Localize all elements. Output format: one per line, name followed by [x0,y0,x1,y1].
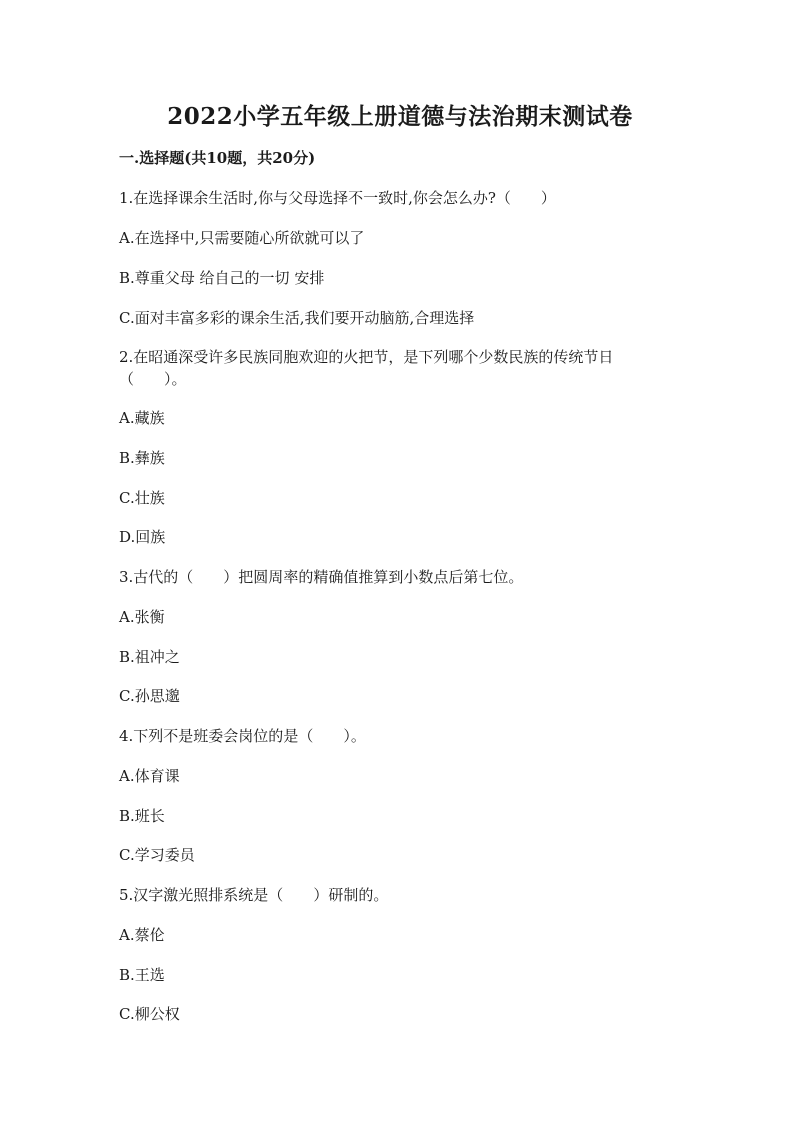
question-3-text: 3.古代的（ ）把圆周率的精确值推算到小数点后第七位。 [119,568,524,586]
question-3-option-c: C.孙思邈 [119,687,180,705]
question-2-text: 2.在昭通深受许多民族同胞欢迎的火把节，是下列哪个少数民族的传统节日（ ）。 [119,348,614,388]
section-heading: 一.选择题(共10题，共20分) [119,149,316,167]
question-4-option-c: C.学习委员 [119,846,195,864]
question-3-option-b: B.祖冲之 [119,648,180,666]
page-title: 2022小学五年级上册道德与法治期末测试卷 [167,103,633,130]
question-5-option-a: A.蔡伦 [119,926,165,944]
question-4-option-a: A.体育课 [119,767,180,785]
question-5-option-c: C.柳公权 [119,1005,180,1023]
question-2-option-c: C.壮族 [119,489,165,507]
question-1-option-c: C.面对丰富多彩的课余生活,我们要开动脑筋,合理选择 [119,309,475,327]
question-4-text: 4.下列不是班委会岗位的是（ ）。 [119,727,366,745]
question-2-option-a: A.藏族 [119,409,165,427]
question-4-option-b: B.班长 [119,807,165,825]
question-2-option-b: B.彝族 [119,449,165,467]
question-2-option-d: D.回族 [119,528,166,546]
question-5-option-b: B.王选 [119,966,165,984]
question-5-text: 5.汉字激光照排系统是（ ）研制的。 [119,886,389,904]
question-1-text: 1.在选择课余生活时,你与父母选择不一致时,你会怎么办?（ ） [119,189,556,207]
question-3-option-a: A.张衡 [119,608,165,626]
question-1-option-b: B.尊重父母 给自己的一切 安排 [119,269,325,287]
question-1-option-a: A.在选择中,只需要随心所欲就可以了 [119,229,365,247]
